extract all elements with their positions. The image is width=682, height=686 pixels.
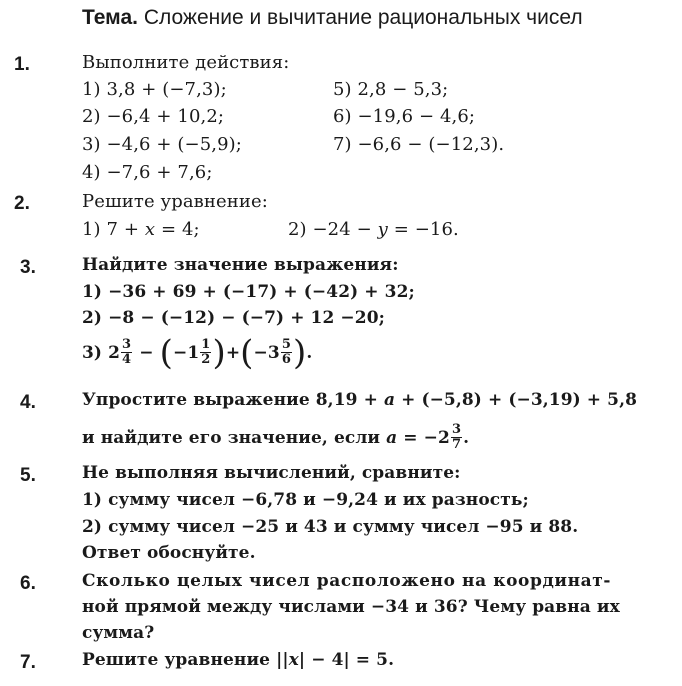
task-4-number: 4. bbox=[20, 392, 36, 413]
task-6-line-3: сумма? bbox=[82, 623, 155, 643]
task-6-number: 6. bbox=[20, 573, 36, 594]
task-4-var-a: a bbox=[383, 390, 396, 410]
eq1-part-a: 1) 7 + bbox=[82, 219, 145, 240]
title-label: Тема. bbox=[82, 6, 138, 29]
mixed-3-whole: −3 bbox=[253, 342, 280, 363]
task-1-item-2: 2) −6,4 + 10,2; bbox=[82, 106, 225, 127]
task-3-item-1: 1) −36 + 69 + (−17) + (−42) + 32; bbox=[82, 282, 415, 302]
eq2-var: y bbox=[377, 219, 388, 240]
task-1-item-5: 5) 2,8 − 5,3; bbox=[333, 79, 449, 100]
item3-label: 3) bbox=[82, 342, 103, 363]
task-4-part-2: + (−5,8) + (−3,19) + 5,8 bbox=[395, 390, 638, 410]
task-1-item-4: 4) −7,6 + 7,6; bbox=[82, 162, 213, 183]
task-5-number: 5. bbox=[20, 465, 36, 486]
fraction-3-num: 5 bbox=[281, 337, 291, 352]
task-7-part-b: | − 4| = 5. bbox=[298, 650, 395, 670]
fraction-3-den: 6 bbox=[281, 352, 291, 367]
fraction-2-den: 2 bbox=[201, 352, 211, 367]
item3-plus: + bbox=[225, 342, 241, 363]
task-3-item-2: 2) −8 − (−12) − (−7) + 12 −20; bbox=[82, 308, 386, 328]
task-7-var: x bbox=[288, 650, 299, 670]
fraction-3 bbox=[281, 338, 292, 367]
task-5-item-2: 2) сумму чисел −25 и 43 и сумму чисел −95 и 88. bbox=[82, 517, 579, 537]
eq1-var: x bbox=[144, 219, 156, 240]
task-4-part-3: и найдите его значение, если bbox=[82, 427, 381, 448]
task-4-part-1: Упростите выражение 8,19 + bbox=[82, 390, 384, 410]
task-4-var-a-2: a bbox=[386, 427, 398, 448]
task-1-item-7: 7) −6,6 − (−12,3). bbox=[333, 134, 505, 155]
task-1-item-1: 1) 3,8 + (−7,3); bbox=[82, 79, 227, 100]
eq1-part-b: = 4; bbox=[155, 219, 200, 240]
eq2-part-b: = −16. bbox=[387, 219, 459, 240]
task-6-line-2: ной прямой между числами −34 и 36? Чему равна их bbox=[82, 597, 620, 617]
task-1-prompt: Выполните действия: bbox=[82, 52, 290, 73]
fraction-2 bbox=[200, 338, 211, 367]
fraction-2-num: 1 bbox=[201, 337, 211, 352]
task-2-equation-1 bbox=[82, 219, 200, 240]
task-4-line-2 bbox=[82, 423, 469, 452]
task-4-line-1 bbox=[82, 390, 637, 410]
fraction-4-num: 3 bbox=[451, 422, 462, 437]
task-3-prompt: Найдите значение выражения: bbox=[82, 255, 399, 275]
task-5-prompt: Не выполняя вычислений, сравните: bbox=[82, 463, 461, 483]
page-title bbox=[82, 6, 583, 30]
eq2-part-a: 2) −24 − bbox=[288, 219, 378, 240]
task-2-number: 2. bbox=[14, 193, 30, 214]
fraction-4 bbox=[451, 423, 462, 452]
task-7-line bbox=[82, 650, 394, 670]
item3-end: . bbox=[306, 342, 313, 363]
fraction-1 bbox=[121, 338, 132, 367]
task-1-item-3: 3) −4,6 + (−5,9); bbox=[82, 134, 242, 155]
mixed-2-whole: −1 bbox=[173, 342, 200, 363]
mixed-1-whole: 2 bbox=[108, 342, 121, 363]
task-6-line-1: Сколько целых чисел расположено на координат- bbox=[82, 571, 612, 591]
task-7-part-a: Решите уравнение || bbox=[82, 650, 289, 670]
fraction-1-den: 4 bbox=[122, 352, 132, 367]
task-3-item-3: 3) 2 $\frac{3}{4}$ − ( −1 $\frac{1}{2}$ ) + ( −3 $\frac{5}{6}$ ) . bbox=[82, 332, 313, 373]
task-1-item-6: 6) −19,6 − 4,6; bbox=[333, 106, 476, 127]
task-2-equation-2 bbox=[288, 219, 459, 240]
task-4-end: . bbox=[463, 427, 470, 448]
task-5-item-1: 1) сумму чисел −6,78 и −9,24 и их разность; bbox=[82, 490, 529, 510]
task-1-number: 1. bbox=[14, 54, 30, 75]
task-7-number: 7. bbox=[20, 652, 36, 673]
item3-minus: − bbox=[139, 342, 154, 363]
task-4-part-4: = −2 bbox=[397, 427, 450, 448]
title-text: Сложение и вычитание рациональных чисел bbox=[143, 6, 583, 29]
fraction-4-den: 7 bbox=[451, 437, 462, 452]
task-5-note: Ответ обоснуйте. bbox=[82, 543, 256, 563]
task-2-prompt: Решите уравнение: bbox=[82, 191, 268, 212]
task-3-number: 3. bbox=[20, 257, 36, 278]
fraction-1-num: 3 bbox=[122, 337, 132, 352]
